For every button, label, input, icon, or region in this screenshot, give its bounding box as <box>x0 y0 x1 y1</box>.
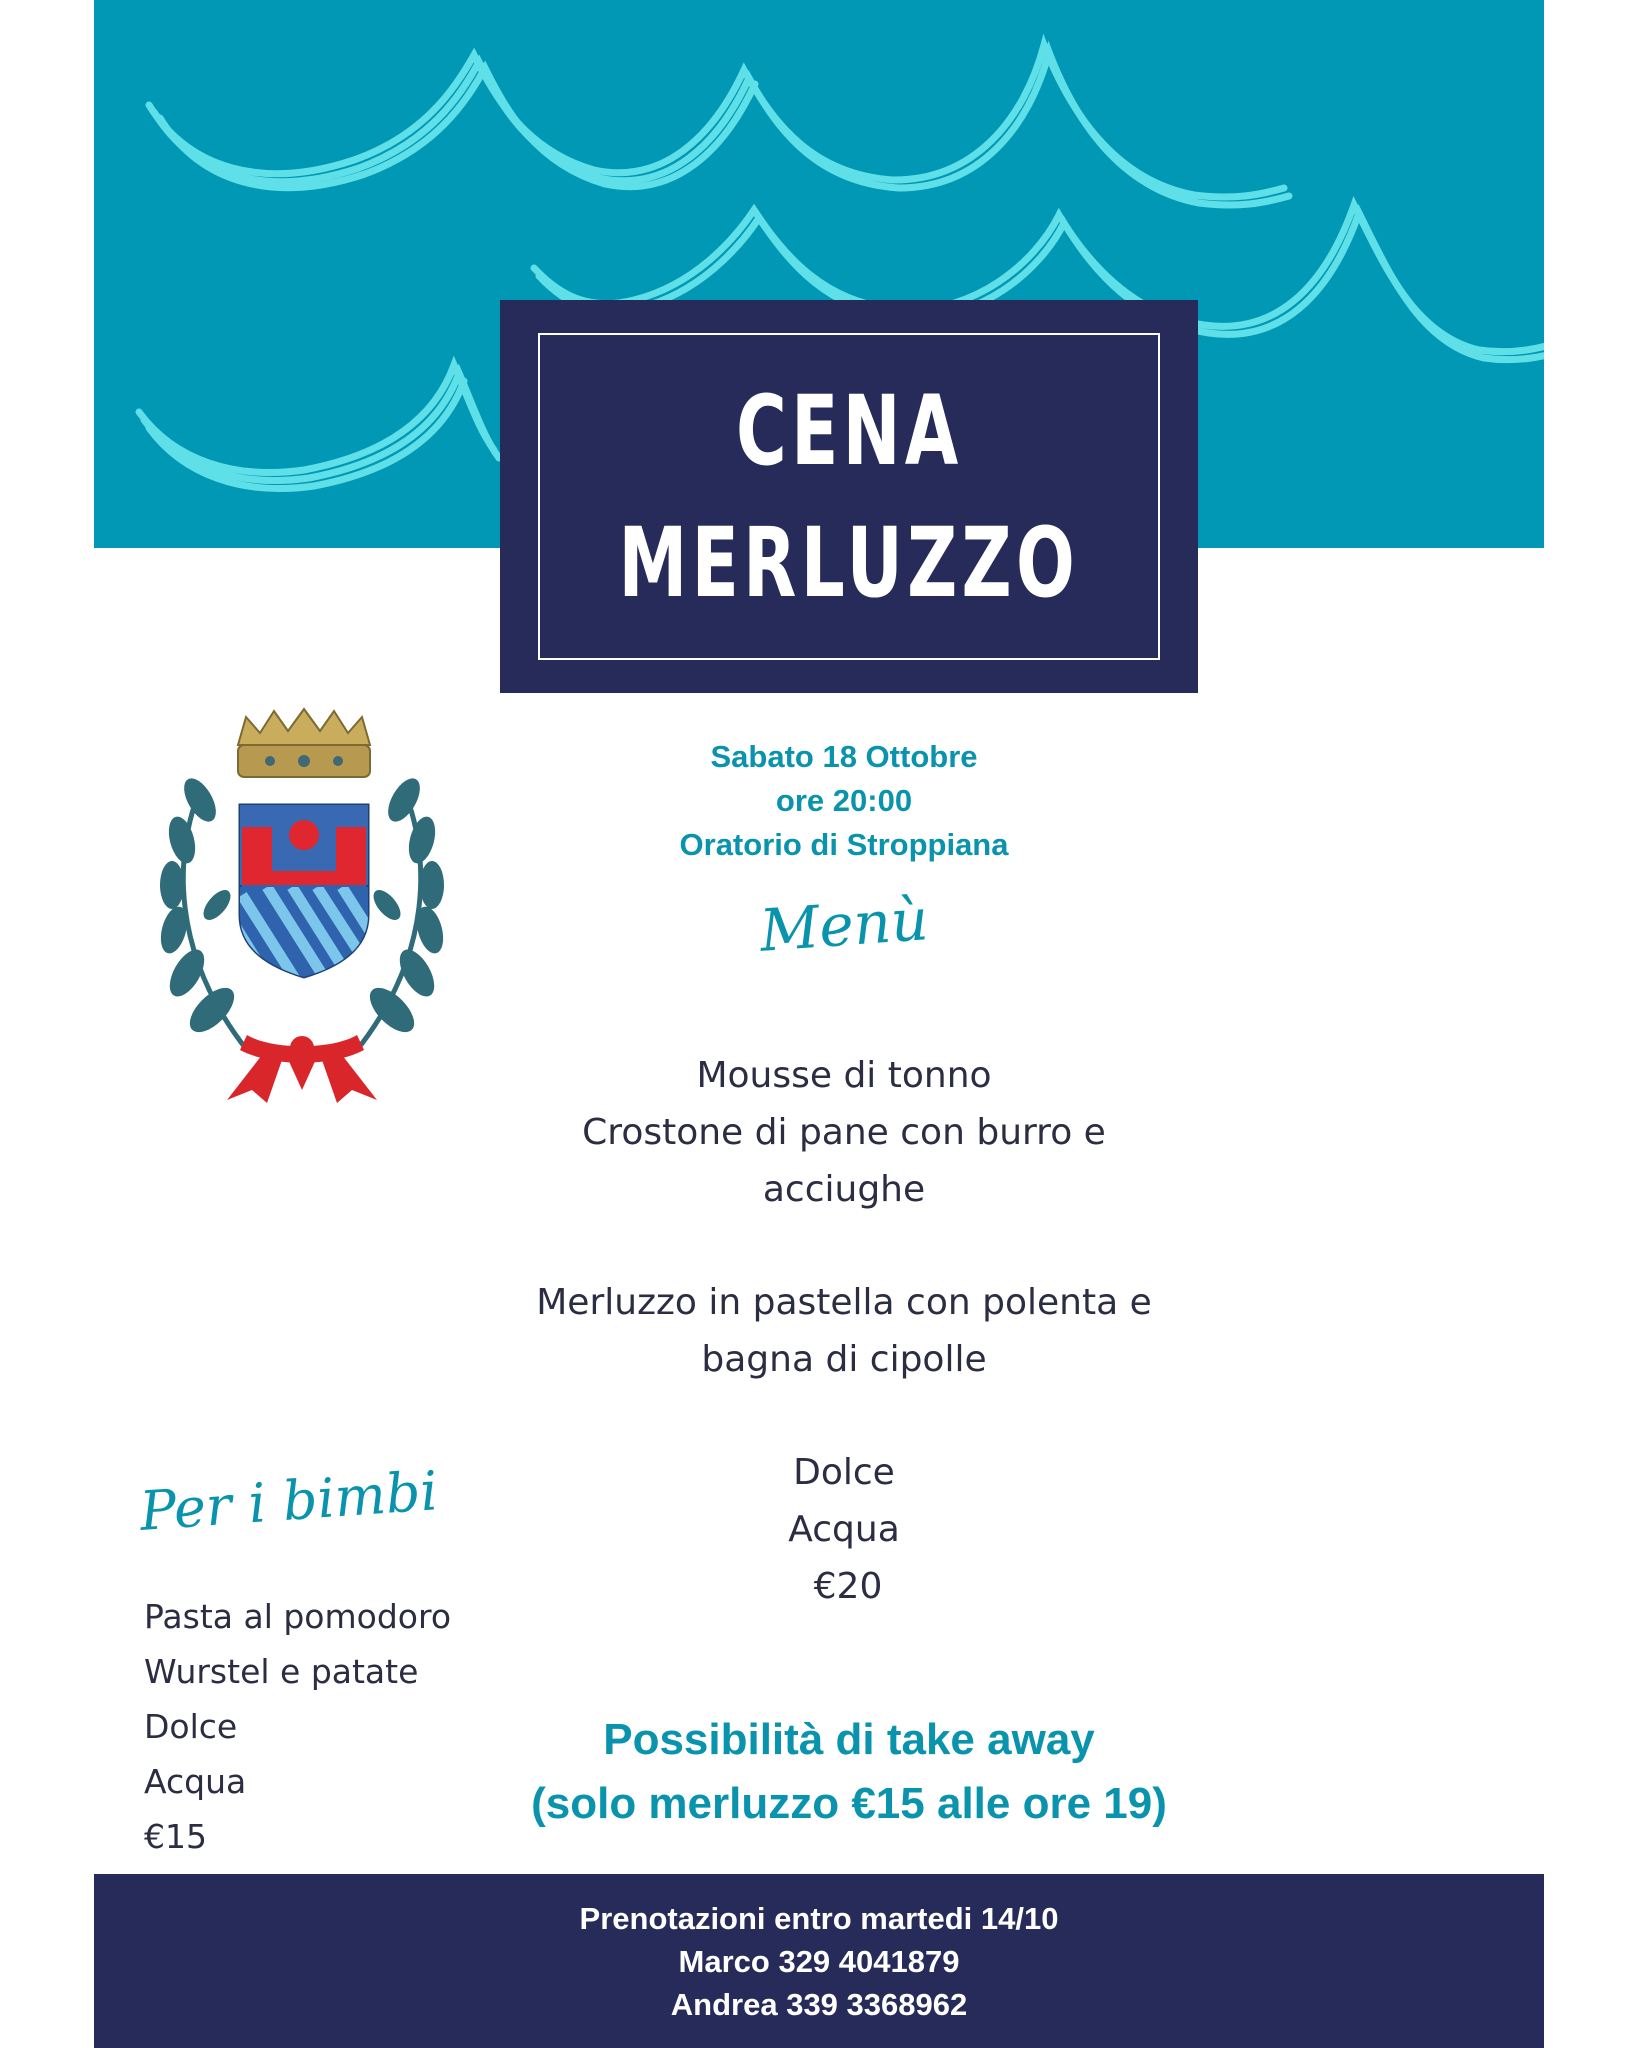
event-place: Oratorio di Stroppiana <box>679 827 1009 862</box>
kids-menu-list <box>144 1589 451 1864</box>
menu-heading: Menù <box>757 885 931 965</box>
menu-item: bagna di cipolle <box>701 1339 987 1380</box>
takeaway-line-2: (solo merluzzo €15 alle ore 19) <box>531 1779 1167 1828</box>
title-box <box>500 300 1198 693</box>
menu-item: Merluzzo in pastella con polenta e <box>536 1282 1152 1323</box>
contact-andrea: Andrea 339 3368962 <box>670 1986 968 2022</box>
menu-item: Dolce <box>793 1452 895 1493</box>
takeaway-line-1: Possibilità di take away <box>603 1715 1095 1764</box>
menu-item: Mousse di tonno <box>696 1055 992 1096</box>
kids-item: Dolce <box>144 1707 238 1746</box>
title-line-2: MERLUZZO <box>618 506 1080 619</box>
contact-marco: Marco 329 4041879 <box>678 1943 960 1979</box>
poster <box>94 0 1544 2048</box>
menu-list <box>484 1047 1204 1615</box>
crown-icon <box>238 709 370 777</box>
takeaway-notice <box>434 1708 1264 1836</box>
footer-band <box>94 1874 1544 2048</box>
ribbon-icon <box>227 1035 377 1103</box>
kids-item: Wurstel e patate <box>144 1652 419 1691</box>
menu-price: €20 <box>813 1566 883 1607</box>
title-frame <box>538 333 1160 660</box>
event-info <box>524 735 1164 867</box>
menu-spacer <box>484 1218 1204 1274</box>
menu-spacer <box>484 1388 1204 1444</box>
kids-item: Acqua <box>144 1762 247 1801</box>
kids-item: Pasta al pomodoro <box>144 1597 452 1636</box>
shield-icon <box>222 805 382 990</box>
coat-of-arms-icon <box>142 705 462 1110</box>
title-line-1: CENA <box>735 374 963 487</box>
menu-item: Crostone di pane con burro e <box>582 1112 1106 1153</box>
kids-price: €15 <box>144 1817 207 1856</box>
booking-deadline: Prenotazioni entro martedi 14/10 <box>579 1900 1059 1936</box>
event-date: Sabato 18 Ottobre <box>710 739 978 774</box>
event-time: ore 20:00 <box>775 783 913 818</box>
menu-item: Acqua <box>788 1509 900 1550</box>
kids-heading: Per i bimbi <box>137 1459 440 1543</box>
menu-item: acciughe <box>762 1169 926 1210</box>
